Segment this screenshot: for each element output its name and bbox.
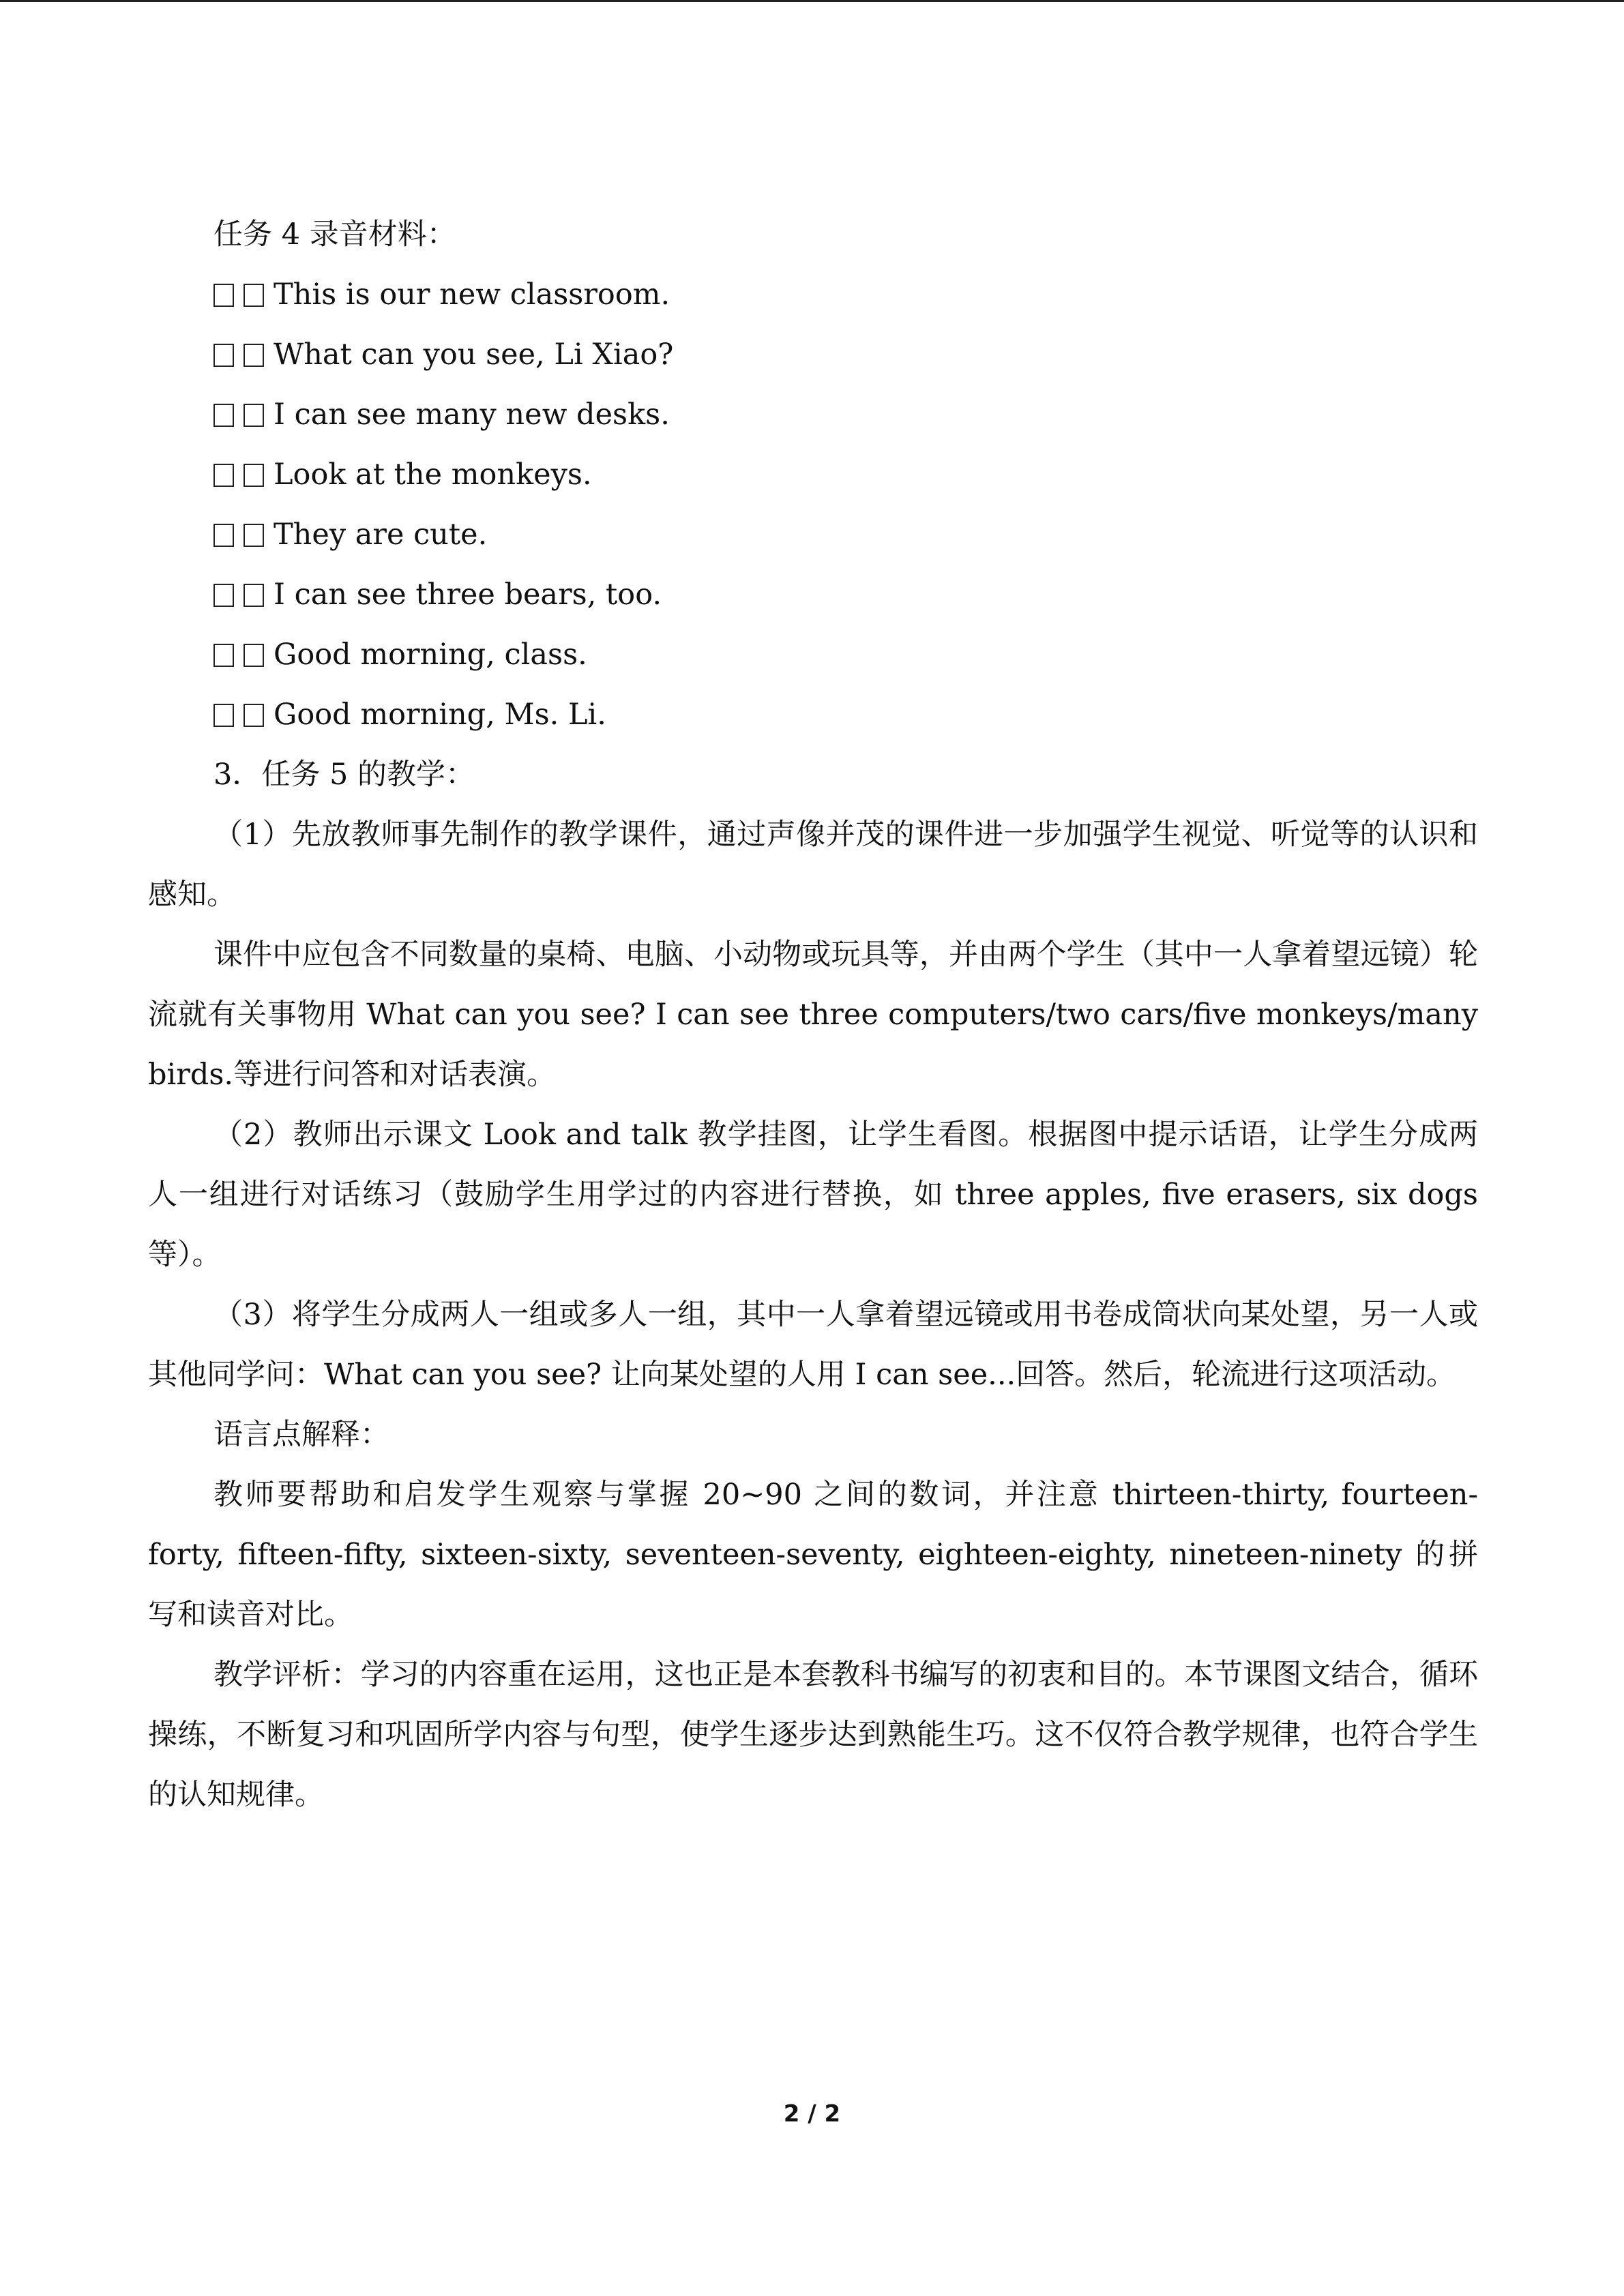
placeholder-box-icon [243,704,264,727]
dialog-line-2 [148,325,1478,385]
task5-heading: 3．任务 5 的教学： [213,758,475,792]
task5-step3: （3）将学生分成两人一组或多人一组，其中一人拿着望远镜或用书卷成筒状向某处望，另一人或其他同学问：What can you see? 让向某处望的人用 I can see...回答。然后，轮流进行这项活动。 [148,1298,1478,1392]
dialog-text: They are cute. [274,518,488,552]
dialog-text: What can you see, Li Xiao? [274,338,674,372]
placeholder-box-icon [213,644,234,667]
dialog-line-7 [148,625,1478,685]
teaching-evaluation: 教学评析：学习的内容重在运用，这也正是本套教科书编写的初衷和目的。本节课图文结合，循环操练，不断复习和巩固所学内容与句型，使学生逐步达到熟能生巧。这不仅符合教学规律，也符合学生的认知规律。 [148,1658,1478,1812]
language-points-text: 教师要帮助和启发学生观察与掌握 20~90 之间的数词，并注意 thirteen-thirty, fourteen-forty, fifteen-fifty, sixteen-sixty, seventeen-seventy, eighteen-eighty, nineteen-ninety 的拼写和读音对比。 [148,1478,1478,1632]
placeholder-box-icon [213,344,234,367]
placeholder-box-icon [243,344,264,367]
placeholder-box-icon [213,404,234,427]
task4-heading: 任务 4 录音材料： [213,218,456,252]
top-border [0,0,1624,2]
task4-dialog [148,265,1478,745]
dialog-line-6 [148,565,1478,625]
placeholder-box-icon [213,704,234,727]
placeholder-box-icon [213,284,234,307]
task5-step2: （2）教师出示课文 Look and talk 教学挂图，让学生看图。根据图中提示话语，让学生分成两人一组进行对话练习（鼓励学生用学过的内容进行替换，如 three apples, five erasers, six dogs 等）。 [148,1118,1478,1272]
task5-step1: （1）先放教师事先制作的教学课件，通过声像并茂的课件进一步加强学生视觉、听觉等的认识和感知。 [148,818,1478,912]
document-page [148,205,1478,1825]
placeholder-box-icon [213,584,234,607]
dialog-line-3 [148,385,1478,445]
task5-step1-detail: 课件中应包含不同数量的桌椅、电脑、小动物或玩具等，并由两个学生（其中一人拿着望远镜）轮流就有关事物用 What can you see? I can see three computers/two cars/five monkeys/many birds.等进行问答和对话表演。 [148,938,1478,1092]
dialog-text: I can see three bears, too. [274,578,662,612]
dialog-line-4 [148,445,1478,505]
placeholder-box-icon [243,584,264,607]
page-number: 2 / 2 [783,2100,841,2128]
dialog-line-1 [148,265,1478,325]
language-points-heading: 语言点解释： [213,1418,389,1452]
dialog-text: Look at the monkeys. [274,458,592,492]
placeholder-box-icon [243,464,264,487]
dialog-text: Good morning, Ms. Li. [274,698,606,732]
dialog-line-8 [148,685,1478,745]
placeholder-box-icon [213,524,234,547]
placeholder-box-icon [213,464,234,487]
dialog-text: Good morning, class. [274,638,587,672]
dialog-line-5 [148,505,1478,565]
placeholder-box-icon [243,644,264,667]
placeholder-box-icon [243,404,264,427]
dialog-text: I can see many new desks. [274,398,670,432]
dialog-text: This is our new classroom. [274,278,670,312]
placeholder-box-icon [243,524,264,547]
placeholder-box-icon [243,284,264,307]
